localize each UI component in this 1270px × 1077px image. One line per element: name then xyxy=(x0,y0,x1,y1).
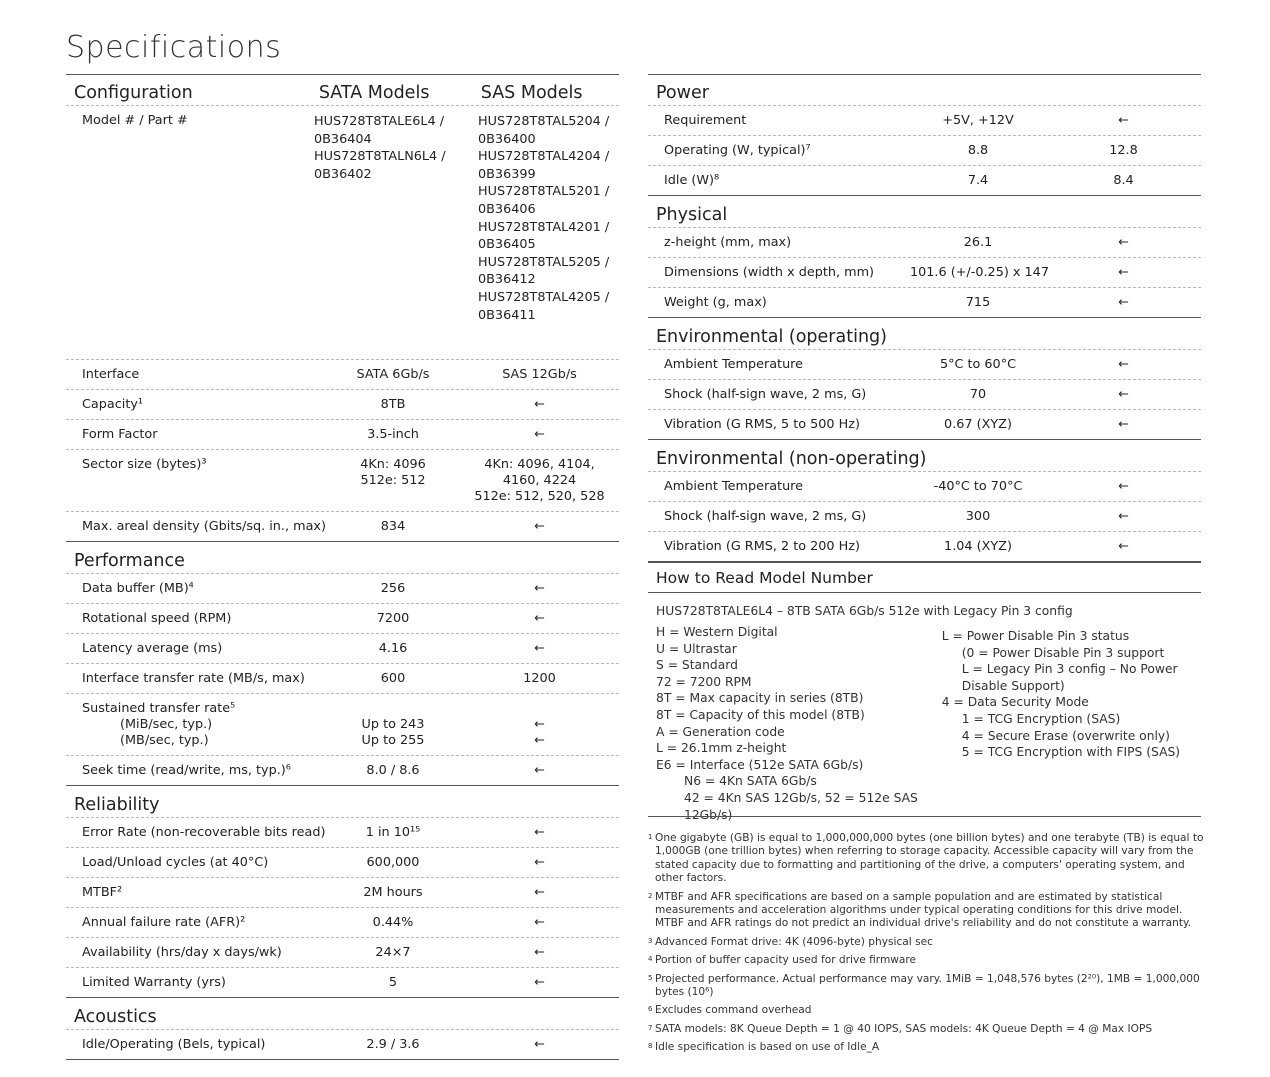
sas-model-list xyxy=(478,113,618,324)
footnote xyxy=(648,1041,1204,1054)
sata-value: 5°C to 60°C xyxy=(939,357,1017,372)
sas-value xyxy=(460,701,619,749)
footnote-text: Excludes command overhead xyxy=(655,1004,812,1017)
sas-value: ← xyxy=(1118,235,1129,250)
footnote xyxy=(648,1023,1204,1036)
model-guide-divider xyxy=(648,816,1201,817)
acoustics-header xyxy=(66,998,619,1030)
power-heading: Power xyxy=(656,83,709,103)
code-line: L = 26.1mm z-height xyxy=(656,741,787,756)
code-line: Disable Support) xyxy=(961,678,1065,693)
footnote-text: Portion of buffer capacity used for drive firmware xyxy=(655,954,917,967)
sas-model-line: HUS728T8TAL4201 / xyxy=(478,219,610,235)
code-line: L = Legacy Pin 3 config – No Power xyxy=(961,662,1178,677)
footnote xyxy=(648,973,1204,1000)
spec-label-line: Sustained transfer rate⁵ xyxy=(82,701,236,716)
footnote xyxy=(648,891,1204,931)
sas-value: ← xyxy=(534,885,545,900)
sata-value-line: 4Kn: 4096 xyxy=(360,457,426,472)
code-line: 4 = Data Security Mode xyxy=(941,695,1089,710)
spec-row xyxy=(66,878,619,908)
footnote xyxy=(648,954,1204,967)
spec-label: Weight (g, max) xyxy=(664,295,767,310)
code-line: 72 = 7200 RPM xyxy=(656,674,752,689)
physical-header xyxy=(648,196,1201,228)
sata-value: 5 xyxy=(388,975,398,990)
footnote-number: 5 xyxy=(648,973,653,982)
spec-label: Data buffer (MB)⁴ xyxy=(82,581,194,596)
footnote xyxy=(648,1004,1204,1017)
sas-value: ← xyxy=(1118,509,1129,524)
power-header xyxy=(648,74,1201,106)
right-column xyxy=(648,74,1201,562)
sas-value: ← xyxy=(534,855,545,870)
spec-row-sustained-transfer xyxy=(66,694,619,756)
sas-value: ← xyxy=(534,427,545,442)
sas-value: ← xyxy=(534,397,545,412)
configuration-heading: Configuration xyxy=(74,83,193,103)
model-number-guide xyxy=(648,562,1201,823)
sata-value: SATA 6Gb/s xyxy=(356,367,430,382)
sas-model-line: 0B36399 xyxy=(478,166,536,182)
env-nonoperating-header xyxy=(648,440,1201,472)
sas-value: SAS 12Gb/s xyxy=(502,367,577,382)
sas-value: ← xyxy=(1118,417,1129,432)
footnote-number: 4 xyxy=(648,955,653,964)
spec-label: Rotational speed (RPM) xyxy=(82,611,232,626)
spec-label: Sector size (bytes)³ xyxy=(82,457,207,472)
footnotes xyxy=(648,832,1204,1060)
spec-label: Seek time (read/write, ms, typ.)⁶ xyxy=(82,763,291,778)
sas-value: ← xyxy=(1118,113,1129,128)
sata-value-line: Up to 255 xyxy=(361,733,425,748)
sata-value: 7200 xyxy=(376,611,410,626)
model-guide-title: How to Read Model Number xyxy=(648,562,1201,593)
sata-value: 715 xyxy=(965,295,991,310)
spec-row xyxy=(648,380,1201,410)
performance-heading: Performance xyxy=(74,551,185,571)
spec-row-sector-size xyxy=(66,450,619,512)
sata-value: 101.6 (+/-0.25) x 147 xyxy=(910,265,1049,280)
sas-value: 1200 xyxy=(523,671,556,686)
spec-label: Vibration (G RMS, 2 to 200 Hz) xyxy=(664,539,860,554)
footnote-text: One gigabyte (GB) is equal to 1,000,000,000 bytes (one billion bytes) and one terabyte (TB) is equal to 1,000GB (one trillion bytes) when referring to storage capacity. Accessible capacity will vary from the stated capacity due to formatting and partitioning of the drive, a computers' operating system, and other factors. xyxy=(655,832,1204,885)
sata-value: 0.44% xyxy=(372,915,414,930)
sata-value: 834 xyxy=(380,519,406,534)
spec-row xyxy=(648,228,1201,258)
sata-value: +5V, +12V xyxy=(942,113,1014,128)
sata-value: 3.5-inch xyxy=(367,427,419,442)
sata-model-line: 0B36402 xyxy=(314,166,372,182)
code-line: 4 = Secure Erase (overwrite only) xyxy=(961,728,1170,743)
spec-row xyxy=(648,166,1201,196)
footnote-number: 1 xyxy=(648,833,653,841)
model-label: Model # / Part # xyxy=(82,113,188,128)
sas-value-line: 4160, 4224 xyxy=(502,473,577,488)
spec-label: Annual failure rate (AFR)² xyxy=(82,915,246,930)
spec-row-capacity xyxy=(66,390,619,420)
footnote xyxy=(648,832,1204,886)
sata-value-line: Up to 243 xyxy=(361,717,425,732)
spec-row xyxy=(66,938,619,968)
spec-label: Requirement xyxy=(664,113,747,128)
spec-sublabel: (MB/sec, typ.) xyxy=(120,733,209,748)
spec-label: Latency average (ms) xyxy=(82,641,223,656)
reliability-header xyxy=(66,786,619,818)
spec-row-seek-time xyxy=(66,756,619,786)
sas-model-line: 0B36405 xyxy=(478,237,536,253)
spec-row-areal-density xyxy=(66,512,619,542)
sata-model-list xyxy=(314,113,478,183)
code-line: 42 = 4Kn SAS 12Gb/s, 52 = 512e SAS 12Gb/s) xyxy=(684,790,918,822)
sas-model-line: 0B36412 xyxy=(478,272,536,288)
left-column xyxy=(66,74,619,1060)
code-line: A = Generation code xyxy=(656,724,785,739)
sas-value: ← xyxy=(1118,265,1129,280)
code-line: 5 = TCG Encryption with FIPS (SAS) xyxy=(961,745,1181,760)
spec-row xyxy=(66,634,619,664)
sata-value: 70 xyxy=(969,387,987,402)
spec-row-form-factor xyxy=(66,420,619,450)
spec-label: Interface xyxy=(82,367,140,382)
spec-row xyxy=(66,818,619,848)
sas-value-line: 512e: 512, 520, 528 xyxy=(474,489,605,504)
sata-value xyxy=(326,457,460,489)
sata-value: 26.1 xyxy=(963,235,993,250)
sas-value-line: 4Kn: 4096, 4104, xyxy=(484,457,595,472)
sas-value: ← xyxy=(534,611,545,626)
sata-value: 300 xyxy=(965,509,991,524)
spec-row xyxy=(66,604,619,634)
sas-value xyxy=(460,457,619,505)
env-operating-heading: Environmental (operating) xyxy=(656,327,887,347)
spec-row xyxy=(66,574,619,604)
spec-label: Interface transfer rate (MB/s, max) xyxy=(82,671,305,686)
sata-value: 7.4 xyxy=(967,173,989,188)
sas-model-line: HUS728T8TAL5204 / xyxy=(478,114,610,129)
sas-model-line: 0B36400 xyxy=(478,131,536,147)
sas-value: ← xyxy=(534,1037,545,1052)
footnote xyxy=(648,936,1204,949)
spec-label: z-height (mm, max) xyxy=(664,235,792,250)
spec-label: Form Factor xyxy=(82,427,158,442)
spec-label: Availability (hrs/day x days/wk) xyxy=(82,945,282,960)
spec-label: Shock (half-sign wave, 2 ms, G) xyxy=(664,387,867,402)
sata-value: 1.04 (XYZ) xyxy=(944,539,1012,554)
footnote-text: MTBF and AFR specifications are based on a sample population and are estimated by statistical measurements and acceleration algorithms under typical operating conditions for this drive model. MTBF and AFR ratings do not predict an individual drive's reliability and do not constitute a warranty. xyxy=(655,890,1192,930)
spec-row-interface xyxy=(66,360,619,390)
footnote-text: Idle specification is based on use of Idle_A xyxy=(655,1041,880,1054)
spec-label: Capacity¹ xyxy=(82,397,144,412)
sas-model-line: HUS728T8TAL5205 / xyxy=(478,254,610,270)
sas-value: 12.8 xyxy=(1109,143,1138,158)
code-line: L = Power Disable Pin 3 status xyxy=(941,629,1130,643)
spec-row xyxy=(66,1030,619,1060)
spec-label: Ambient Temperature xyxy=(664,357,804,372)
spec-row xyxy=(66,848,619,878)
sas-models-heading: SAS Models xyxy=(480,83,583,103)
spec-label: Ambient Temperature xyxy=(664,479,804,494)
sas-model-line: HUS728T8TAL5201 / xyxy=(478,184,610,200)
spec-label: Error Rate (non-recoverable bits read) xyxy=(82,825,326,840)
sas-value: ← xyxy=(534,763,545,778)
sata-value: 8.8 xyxy=(967,143,989,158)
model-code-list xyxy=(648,618,1201,823)
spec-label: Idle (W)⁸ xyxy=(664,173,720,188)
sas-value: ← xyxy=(534,975,545,990)
spec-label: Vibration (G RMS, 5 to 500 Hz) xyxy=(664,417,860,432)
env-operating-header xyxy=(648,318,1201,350)
spec-row xyxy=(648,136,1201,166)
spec-label: Limited Warranty (yrs) xyxy=(82,975,226,990)
model-code-right xyxy=(942,624,1193,823)
model-example: HUS728T8TALE6L4 – 8TB SATA 6Gb/s 512e with Legacy Pin 3 config xyxy=(656,604,1073,618)
sas-value: 8.4 xyxy=(1113,173,1134,188)
sas-value: ← xyxy=(1118,539,1129,554)
sata-model-line: 0B36404 xyxy=(314,131,372,147)
sata-value: 8TB xyxy=(380,397,406,412)
spec-label xyxy=(66,701,326,749)
sas-model-line: HUS728T8TAL4204 / xyxy=(478,149,610,165)
code-line: 1 = TCG Encryption (SAS) xyxy=(961,711,1121,726)
spec-row xyxy=(66,908,619,938)
physical-heading: Physical xyxy=(656,205,728,225)
configuration-header xyxy=(66,74,619,106)
sata-value xyxy=(326,701,460,749)
footnote-number: 8 xyxy=(648,1042,653,1051)
sas-model-line: 0B36411 xyxy=(478,307,536,323)
sata-value: 600 xyxy=(380,671,406,686)
page-title: Specifications xyxy=(66,30,282,65)
spec-row xyxy=(648,258,1201,288)
reliability-heading: Reliability xyxy=(74,795,160,815)
spec-row xyxy=(648,532,1201,562)
env-nonoperating-heading: Environmental (non-operating) xyxy=(656,449,927,469)
sata-value: 2M hours xyxy=(363,885,423,900)
acoustics-heading: Acoustics xyxy=(74,1007,157,1027)
sata-value: 256 xyxy=(380,581,406,596)
sas-value: ← xyxy=(534,581,545,596)
sata-value: -40°C to 70°C xyxy=(933,479,1023,494)
code-line: N6 = 4Kn SATA 6Gb/s xyxy=(684,774,817,789)
spec-label: MTBF² xyxy=(82,885,123,900)
footnote-number: 7 xyxy=(648,1023,653,1032)
footnote-number: 6 xyxy=(648,1005,653,1014)
sata-model-line: HUS728T8TALN6L4 / xyxy=(314,149,446,165)
footnote-text: Projected performance. Actual performance may vary. 1MiB = 1,048,576 bytes (2²⁰), 1MB = 1,000,000 bytes (10⁶) xyxy=(655,972,1200,999)
spec-row xyxy=(648,472,1201,502)
sas-value: ← xyxy=(534,641,545,656)
spec-label: Idle/Operating (Bels, typical) xyxy=(82,1037,266,1052)
spec-label: Max. areal density (Gbits/sq. in., max) xyxy=(82,519,326,534)
spec-row xyxy=(648,106,1201,136)
performance-header xyxy=(66,542,619,574)
model-code-left xyxy=(656,624,942,823)
sas-value: ← xyxy=(534,915,545,930)
code-line: 8T = Max capacity in series (8TB) xyxy=(656,691,864,706)
spec-row xyxy=(648,502,1201,532)
code-line: (0 = Power Disable Pin 3 support xyxy=(961,645,1165,660)
sas-value: ← xyxy=(534,519,545,534)
footnote-number: 3 xyxy=(648,936,653,945)
sas-value: ← xyxy=(1118,479,1129,494)
spec-sublabel: (MiB/sec, typ.) xyxy=(120,717,213,732)
code-line: U = Ultrastar xyxy=(656,641,737,656)
sata-value: 600,000 xyxy=(366,855,420,870)
sas-value: ← xyxy=(1118,357,1129,372)
spec-label: Load/Unload cycles (at 40°C) xyxy=(82,855,269,870)
spec-label: Shock (half-sign wave, 2 ms, G) xyxy=(664,509,867,524)
sas-value-line: ← xyxy=(534,717,545,732)
sas-value: ← xyxy=(1118,387,1129,402)
spec-label: Dimensions (width x depth, mm) xyxy=(664,265,875,280)
sata-value: 24×7 xyxy=(375,945,411,960)
spec-row xyxy=(648,350,1201,380)
sata-value: 2.9 / 3.6 xyxy=(366,1037,420,1052)
spec-row xyxy=(66,968,619,998)
sas-value: ← xyxy=(534,945,545,960)
code-line: S = Standard xyxy=(656,658,738,673)
sata-value: 1 in 10¹⁵ xyxy=(365,825,421,840)
spec-row xyxy=(648,410,1201,440)
spec-label: Operating (W, typical)⁷ xyxy=(664,143,811,158)
footnote-text: SATA models: 8K Queue Depth = 1 @ 40 IOPS, SAS models: 4K Queue Depth = 4 @ Max IOPS xyxy=(655,1022,1153,1035)
code-line: 8T = Capacity of this model (8TB) xyxy=(656,707,865,722)
sata-model-line: HUS728T8TALE6L4 / xyxy=(314,114,445,129)
sata-value: 8.0 / 8.6 xyxy=(366,763,420,778)
sata-models-heading: SATA Models xyxy=(318,83,430,103)
footnote-text: Advanced Format drive: 4K (4096-byte) physical sec xyxy=(655,935,933,948)
code-line: E6 = Interface (512e SATA 6Gb/s) xyxy=(656,757,864,772)
code-line: H = Western Digital xyxy=(656,625,778,639)
sata-value-line: 512e: 512 xyxy=(360,473,426,488)
sas-model-line: HUS728T8TAL4205 / xyxy=(478,289,610,305)
spec-row xyxy=(648,288,1201,318)
sata-value: 4.16 xyxy=(378,641,408,656)
sata-value: 0.67 (XYZ) xyxy=(944,417,1012,432)
footnote-number: 2 xyxy=(648,891,653,900)
sas-value-line: ← xyxy=(534,733,545,748)
sas-model-line: 0B36406 xyxy=(478,201,536,217)
sas-value: ← xyxy=(534,825,545,840)
sas-value: ← xyxy=(1118,295,1129,310)
spec-row xyxy=(66,664,619,694)
model-row xyxy=(66,106,619,360)
